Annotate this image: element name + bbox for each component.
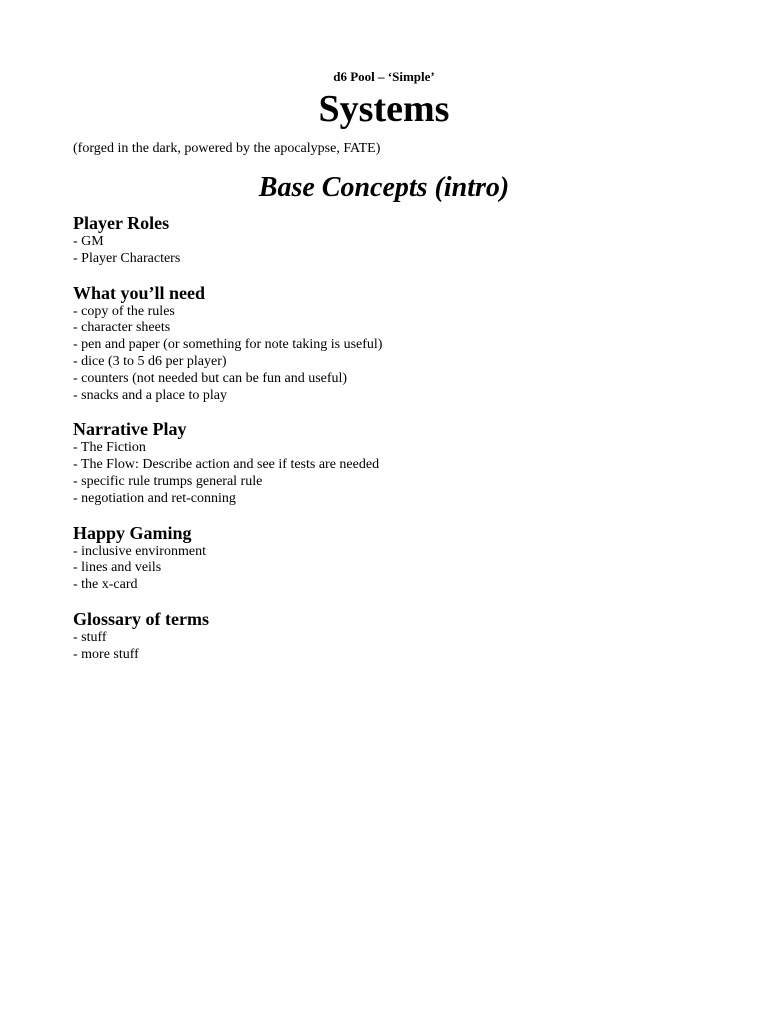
document-page bbox=[73, 68, 695, 664]
section-title: Player Roles bbox=[73, 213, 170, 233]
section-heading: Base Concepts (intro) bbox=[258, 172, 510, 203]
list-item: - snacks and a place to play bbox=[73, 387, 227, 403]
list-item: - stuff bbox=[73, 629, 107, 645]
section-narrative-play bbox=[73, 418, 695, 507]
list-item: - character sheets bbox=[73, 320, 171, 336]
section-title: Glossary of terms bbox=[73, 608, 209, 629]
section-title: Happy Gaming bbox=[73, 522, 192, 543]
list-item: - dice (3 to 5 d6 per player) bbox=[73, 353, 227, 369]
list-item: - The Flow: Describe action and see if tests are needed bbox=[73, 457, 380, 473]
list-item: - the x-card bbox=[73, 577, 138, 593]
list-item: - GM bbox=[73, 234, 104, 249]
section-player-roles bbox=[73, 212, 695, 268]
section-title: What you’ll need bbox=[73, 282, 206, 303]
section-glossary-of-terms bbox=[73, 608, 695, 664]
list-item: - copy of the rules bbox=[73, 303, 175, 319]
section-what-youll-need bbox=[73, 282, 695, 405]
list-item: - pen and paper (or something for note taking is useful) bbox=[73, 337, 383, 353]
item-list bbox=[73, 304, 695, 405]
document-subtitle: d6 Pool – ‘Simple’ bbox=[333, 69, 435, 84]
list-item: - The Fiction bbox=[73, 440, 146, 456]
list-item: - specific rule trumps general rule bbox=[73, 473, 263, 489]
document-title: Systems bbox=[318, 88, 450, 130]
list-item: - negotiation and ret-conning bbox=[73, 490, 236, 506]
item-list bbox=[73, 440, 695, 507]
item-list bbox=[73, 544, 695, 594]
item-list bbox=[73, 630, 695, 664]
sections-container bbox=[73, 212, 695, 664]
document-tagline: (forged in the dark, powered by the apocalypse, FATE) bbox=[73, 141, 381, 156]
list-item: - Player Characters bbox=[73, 250, 181, 266]
list-item: - counters (not needed but can be fun and useful) bbox=[73, 370, 348, 386]
item-list bbox=[73, 234, 695, 268]
section-title: Narrative Play bbox=[73, 419, 187, 440]
list-item: - lines and veils bbox=[73, 560, 162, 576]
section-happy-gaming bbox=[73, 522, 695, 594]
list-item: - inclusive environment bbox=[73, 543, 206, 559]
list-item: - more stuff bbox=[73, 646, 139, 662]
